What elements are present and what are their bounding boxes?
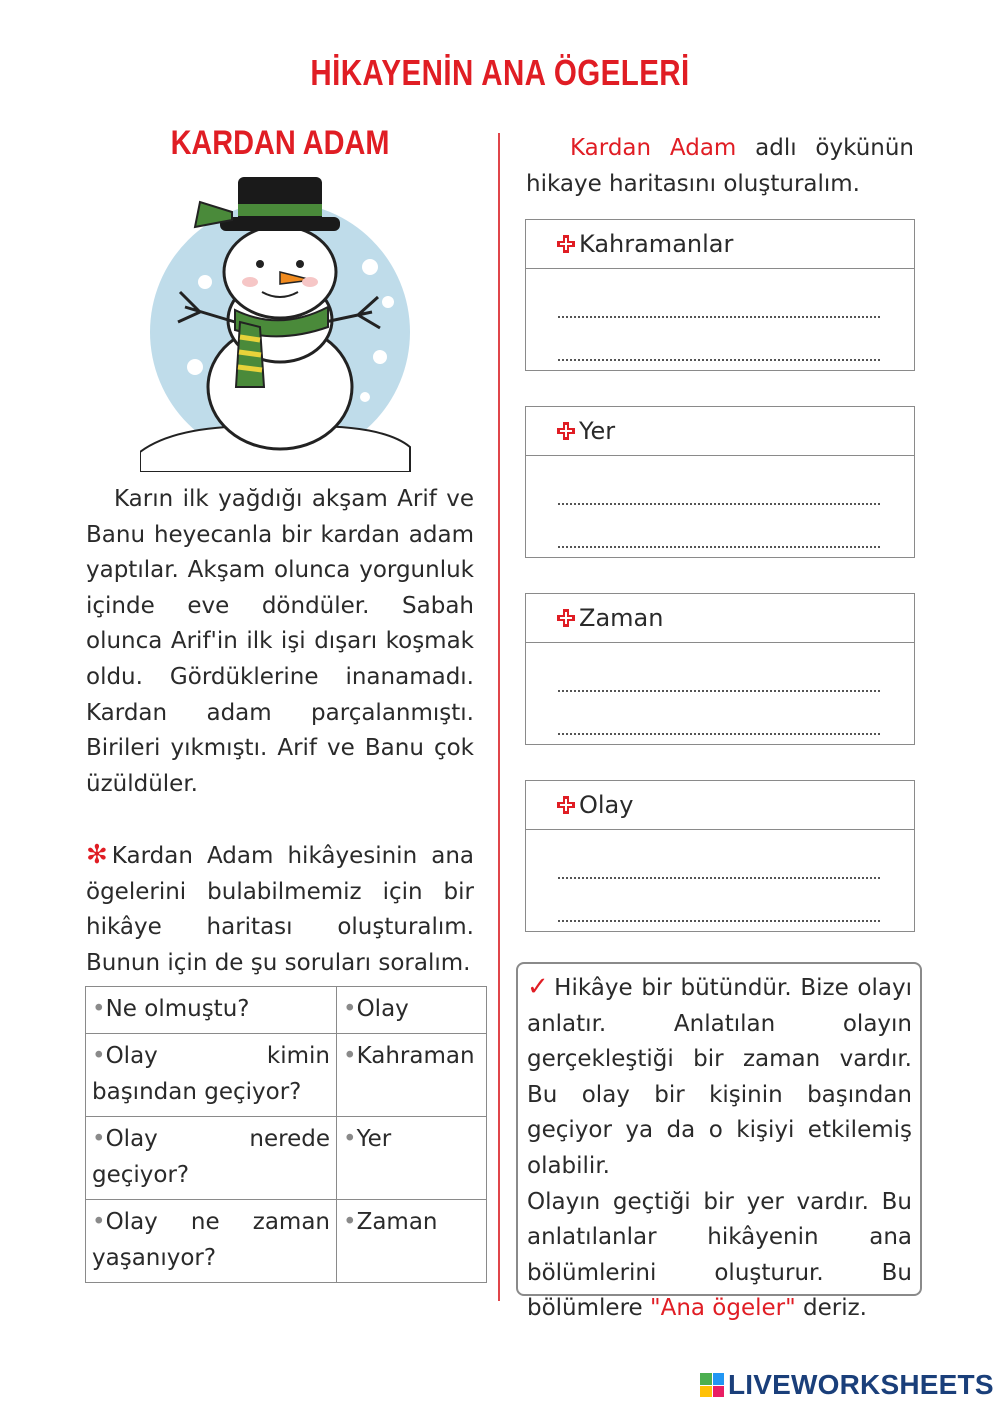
box-header (526, 407, 914, 456)
check-icon: ✓ (527, 972, 551, 1002)
answer-line[interactable] (558, 503, 880, 505)
intro-rest: adlı öykünün hikaye haritasını oluşturalım. (526, 135, 914, 197)
intro-highlight: Kardan Adam (570, 135, 737, 161)
box-label: Kahramanlar (579, 230, 734, 258)
info-end: deriz. (803, 1295, 867, 1322)
story-title: KARDAN ADAM (170, 124, 390, 162)
plus-icon (556, 608, 576, 628)
answer-line[interactable] (558, 359, 880, 361)
info-highlight: "Ana ögeler" (650, 1295, 796, 1322)
answer-line[interactable] (558, 877, 880, 879)
question-cell: •Olay kimin başından geçiyor? (86, 1034, 337, 1117)
box-header (526, 594, 914, 643)
table-row (86, 1200, 487, 1283)
box-olay (525, 780, 915, 932)
answer-cell: •Yer (337, 1117, 487, 1200)
answer-cell: •Zaman (337, 1200, 487, 1283)
box-kahramanlar (525, 219, 915, 371)
info-box (516, 962, 922, 1322)
table-row (86, 1034, 487, 1117)
box-yer (525, 406, 915, 558)
answer-cell: •Kahraman (337, 1034, 487, 1117)
table-row (86, 987, 487, 1034)
answer-line[interactable] (558, 316, 880, 318)
plus-icon (556, 795, 576, 815)
question-cell: •Olay nerede geçiyor? (86, 1117, 337, 1200)
plus-icon (556, 234, 576, 254)
story-paragraph: Karın ilk yağdığı akşam Arif ve Banu heyecanla bir kardan adam yaptılar. Akşam olunca yorgunluk içinde eve döndüler. Sabah olunca Arif'in ilk işi dışarı koşmak oldu. Gördüklerine inanamadı. Kardan adam parçalanmıştı. Birileri yıkmıştı. Arif ve Banu çok üzüldüler. (86, 486, 474, 797)
note-body: Kardan Adam hikâyesinin ana ögelerini bulabilmemiz için bir hikâye haritası oluşturalım. Bunun için de şu soruları soralım. (86, 843, 474, 976)
story-text (86, 482, 474, 802)
column-divider (498, 133, 500, 1301)
answer-line[interactable] (558, 733, 880, 735)
box-label: Zaman (579, 604, 664, 632)
box-label: Yer (579, 417, 616, 445)
question-cell: •Ne olmuştu? (86, 987, 337, 1034)
answer-line[interactable] (558, 690, 880, 692)
page-title: HİKAYENİN ANA ÖGELERİ (310, 52, 690, 93)
note-text (86, 838, 474, 981)
asterisk-icon: ✻ (86, 840, 108, 870)
box-header (526, 781, 914, 830)
snowman-illustration (140, 172, 420, 472)
info-text-2: Olayın geçtiği bir yer vardır. Bu anlatılanlar hikâyenin ana bölümlerini oluşturur. Bu bölümlere (527, 1188, 912, 1322)
brand-logo[interactable] (700, 1369, 994, 1401)
box-zaman (525, 593, 915, 745)
info-text-1: Hikâye bir bütündür. Bize olayı anlatır. Anlatılan olayın gerçekleştiği bir zaman vardır. Bu olay bir kişinin başından geçiyor ya da o kişiyi etkilemiş olabilir. (527, 975, 912, 1179)
box-header (526, 220, 914, 269)
answer-line[interactable] (558, 546, 880, 548)
question-cell: •Olay ne zaman yaşanıyor? (86, 1200, 337, 1283)
box-label: Olay (579, 791, 634, 819)
questions-table (85, 986, 487, 1283)
answer-cell: •Olay (337, 987, 487, 1034)
brand-name: LIVEWORKSHEETS (728, 1369, 994, 1400)
table-row (86, 1117, 487, 1200)
plus-icon (556, 421, 576, 441)
map-intro (526, 131, 914, 202)
liveworksheets-icon (700, 1373, 724, 1397)
answer-line[interactable] (558, 920, 880, 922)
